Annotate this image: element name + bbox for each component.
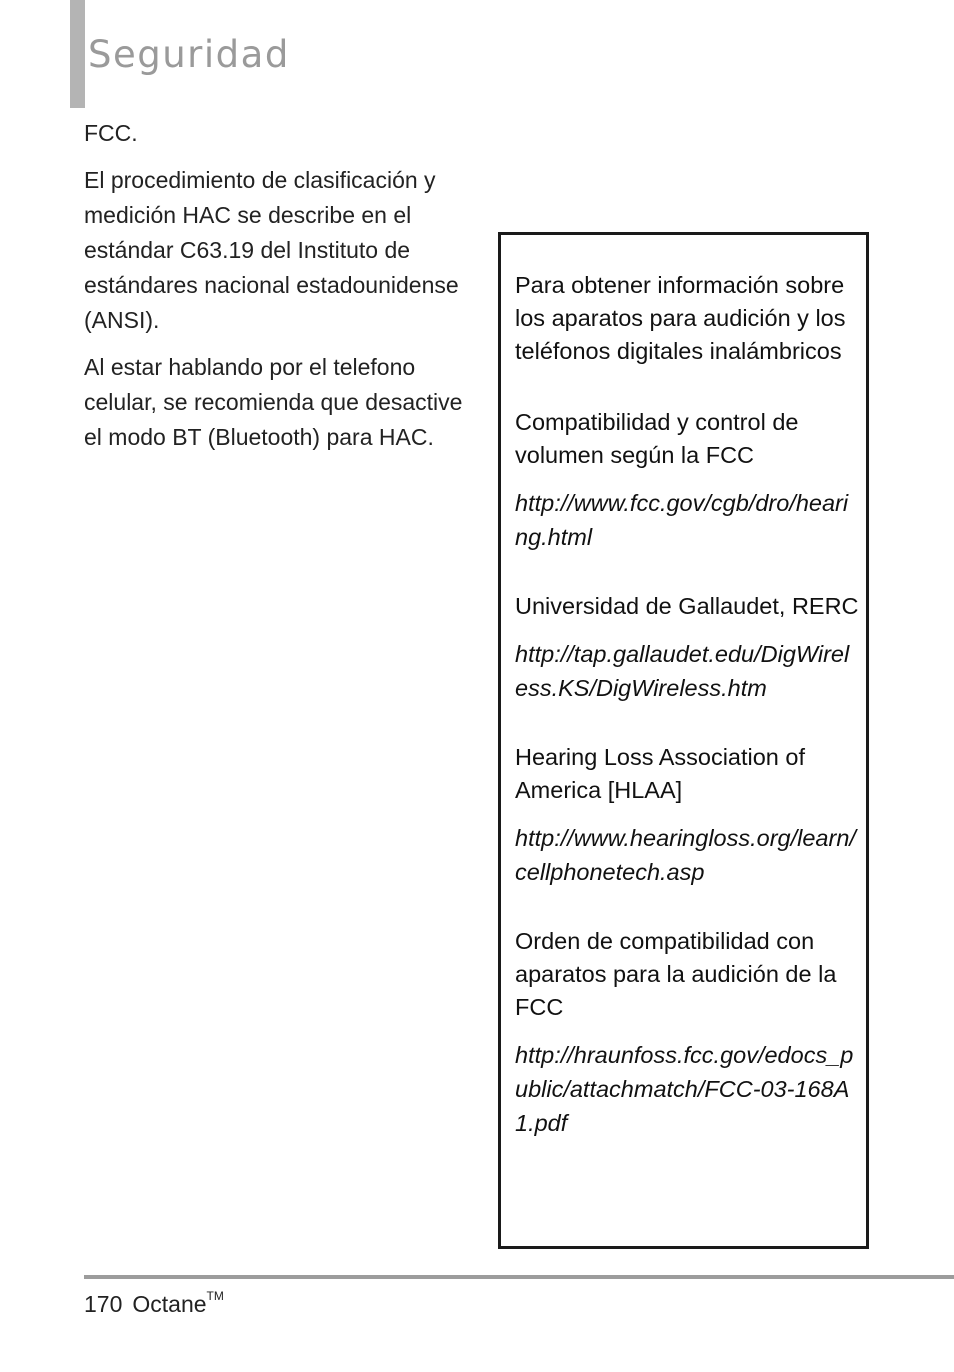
info-box [498,232,869,1249]
resource-link[interactable]: http://www.fcc.gov/cgb/dro/hearing.html [515,490,849,550]
resource-name: Hearing Loss Association of America [HLAA] [515,744,805,803]
resource-name: Orden de compatibilidad con aparatos para la audición de la FCC [515,928,837,1020]
paragraph-bluetooth-advice: Al estar hablando por el telefono celular, se recomienda que desactive el modo BT (Bluetooth) para HAC. [84,354,463,450]
resource-entry [515,925,859,1140]
page-title: Seguridad [88,33,290,76]
info-box-intro: Para obtener información sobre los aparatos para audición y los teléfonos digitales inalámbricos [515,272,846,364]
resource-name: Compatibilidad y control de volumen según la FCC [515,409,799,468]
page-footer [84,1291,224,1318]
resource-link[interactable]: http://www.hearingloss.org/learn/cellphonetech.asp [515,825,856,885]
page-number: 170 [84,1291,123,1317]
trademark-mark: TM [206,1289,224,1303]
resource-entry [515,406,859,554]
resource-link[interactable]: http://tap.gallaudet.edu/DigWireless.KS/DigWireless.htm [515,641,850,701]
resource-name: Universidad de Gallaudet, RERC [515,593,859,619]
info-box-content [515,269,859,1176]
resource-entry [515,741,859,889]
resource-entry [515,590,859,705]
title-accent-bar [70,0,85,108]
paragraph-fcc: FCC. [84,120,138,146]
footer-divider [84,1275,954,1279]
resource-link[interactable]: http://hraunfoss.fcc.gov/edocs_public/attachmatch/FCC-03-168A1.pdf [515,1042,854,1136]
paragraph-hac-procedure: El procedimiento de clasificación y medición HAC se describe en el estándar C63.19 del Instituto de estándares nacional estadounidense (ANSI). [84,167,459,333]
left-column [84,116,464,467]
product-name: Octane [132,1291,207,1317]
